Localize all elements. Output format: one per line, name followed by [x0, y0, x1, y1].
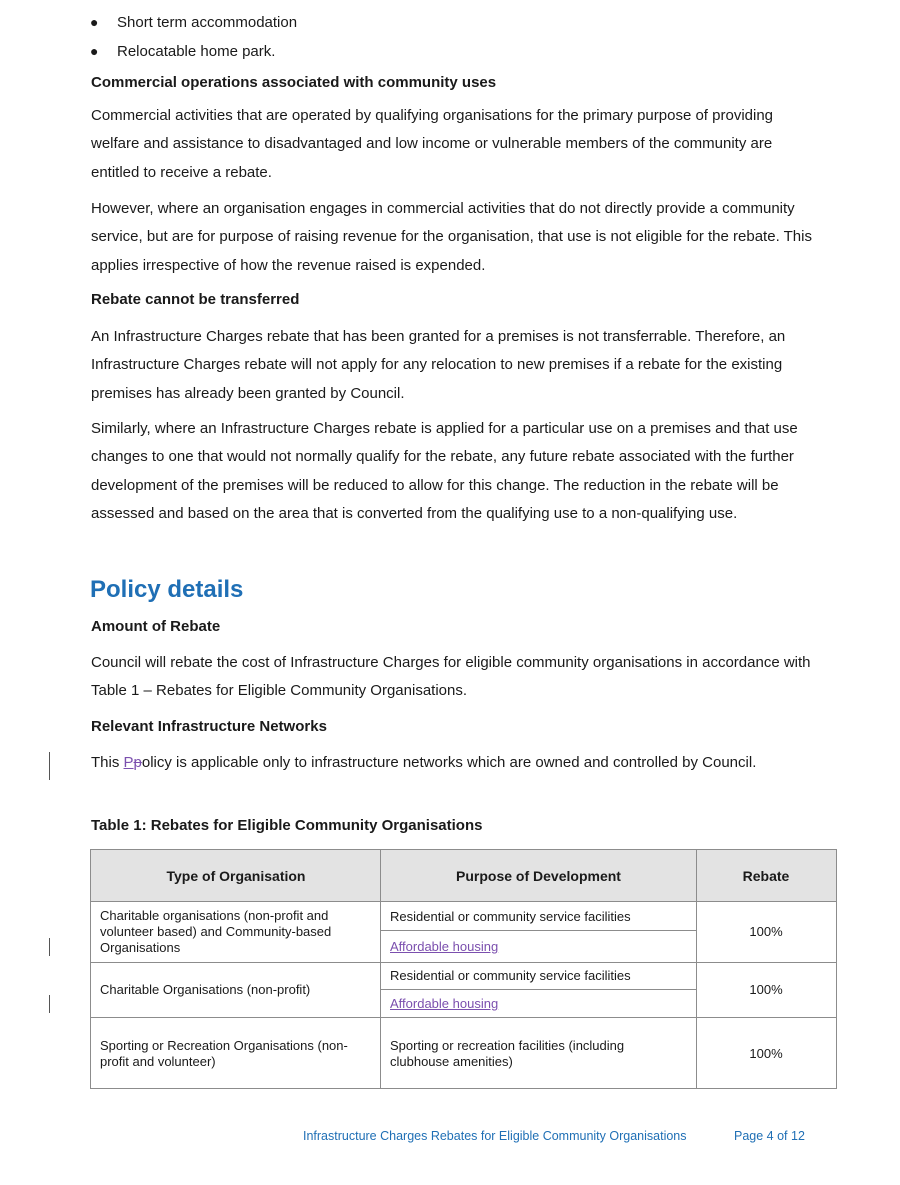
list-item [90, 8, 297, 37]
affordable-housing-link[interactable]: Affordable housing [390, 996, 499, 1011]
bullet-list [90, 8, 297, 66]
list-item [90, 37, 297, 66]
table-divider [380, 850, 381, 1088]
list-item-text: Short term accommodation [117, 14, 298, 31]
table-divider [91, 1017, 836, 1018]
revision-change-bar [49, 752, 50, 780]
section-heading: Rebate cannot be transferred [91, 291, 300, 308]
section-heading: Relevant Infrastructure Networks [91, 718, 327, 735]
table-cell-purpose: Residential or community service facilities [390, 909, 631, 924]
affordable-housing-link[interactable]: Affordable housing [390, 939, 499, 954]
table-divider [381, 930, 696, 931]
table-cell-purpose: Residential or community service facilities [390, 968, 631, 983]
paragraph: Commercial activities that are operated by qualifying organisations for the primary purpose of providing welfare and assistance to disadvantaged and low income or vulnerable members of the community are entitled to receive a rebate. [91, 107, 774, 181]
paragraph: An Infrastructure Charges rebate that has been granted for a premises is not transferrable. Therefore, an Infrastructure Charges rebate will not apply for any relocation to new premises if a rebate for the existing premises has already been granted by Council. [91, 328, 786, 402]
table-cell-type: Charitable organisations (non-profit and volunteer based) and Community-based Organisations [100, 908, 332, 955]
table-cell-type: Charitable Organisations (non-profit) [100, 982, 311, 997]
table-cell-rebate: 100% [749, 1046, 783, 1061]
list-item-text: Relocatable home park. [117, 43, 276, 60]
table-header-cell: Purpose of Development [381, 850, 696, 901]
table-divider [91, 901, 836, 902]
tracked-insertion: P [123, 754, 134, 771]
table-caption: Table 1: Rebates for Eligible Community Organisations [91, 817, 483, 834]
table-divider [91, 962, 836, 963]
section-heading: Amount of Rebate [91, 618, 221, 635]
revision-change-bar [49, 995, 50, 1013]
section-heading: Commercial operations associated with community uses [91, 74, 497, 91]
rebates-table [90, 849, 837, 1089]
table-cell-rebate: 100% [749, 924, 783, 939]
text-run: olicy is applicable only to infrastructure networks which are owned and controlled by Council. [141, 754, 757, 771]
table-header-cell: Rebate [696, 850, 836, 901]
tracked-deletion: p [133, 754, 142, 771]
table-cell-type: Sporting or Recreation Organisations (non-profit and volunteer) [100, 1038, 348, 1069]
footer-document-title: Infrastructure Charges Rebates for Eligible Community Organisations [303, 1129, 687, 1143]
bullet-icon: ● [90, 14, 99, 30]
section-title: Policy details [90, 576, 244, 603]
footer-page-number: Page 4 of 12 [734, 1129, 805, 1143]
bullet-icon: ● [90, 43, 99, 59]
table-divider [381, 989, 696, 990]
paragraph: Similarly, where an Infrastructure Charges rebate is applied for a particular use on a premises and that use changes to one that would not normally qualify for the rebate, any future rebate associated with the further development of the premises will be reduced to allow for this change. The reduction in the rebate will be assessed and based on the area that is converted from the qualifying use to a non-qualifying use. [91, 420, 798, 522]
paragraph [91, 749, 821, 777]
text-run: This [91, 754, 124, 771]
table-cell-rebate: 100% [749, 982, 783, 997]
table-cell-purpose: Sporting or recreation facilities (including clubhouse amenities) [390, 1038, 625, 1069]
revision-change-bar [49, 938, 50, 956]
paragraph: However, where an organisation engages in commercial activities that do not directly provide a community service, but are for purpose of raising revenue for the organisation, that use is not eligible for the rebate. This applies irrespective of how the revenue raised is expended. [91, 200, 812, 274]
table-header-cell: Type of Organisation [91, 850, 381, 901]
paragraph: Council will rebate the cost of Infrastructure Charges for eligible community organisations in accordance with Table 1 – Rebates for Eligible Community Organisations. [91, 654, 811, 700]
